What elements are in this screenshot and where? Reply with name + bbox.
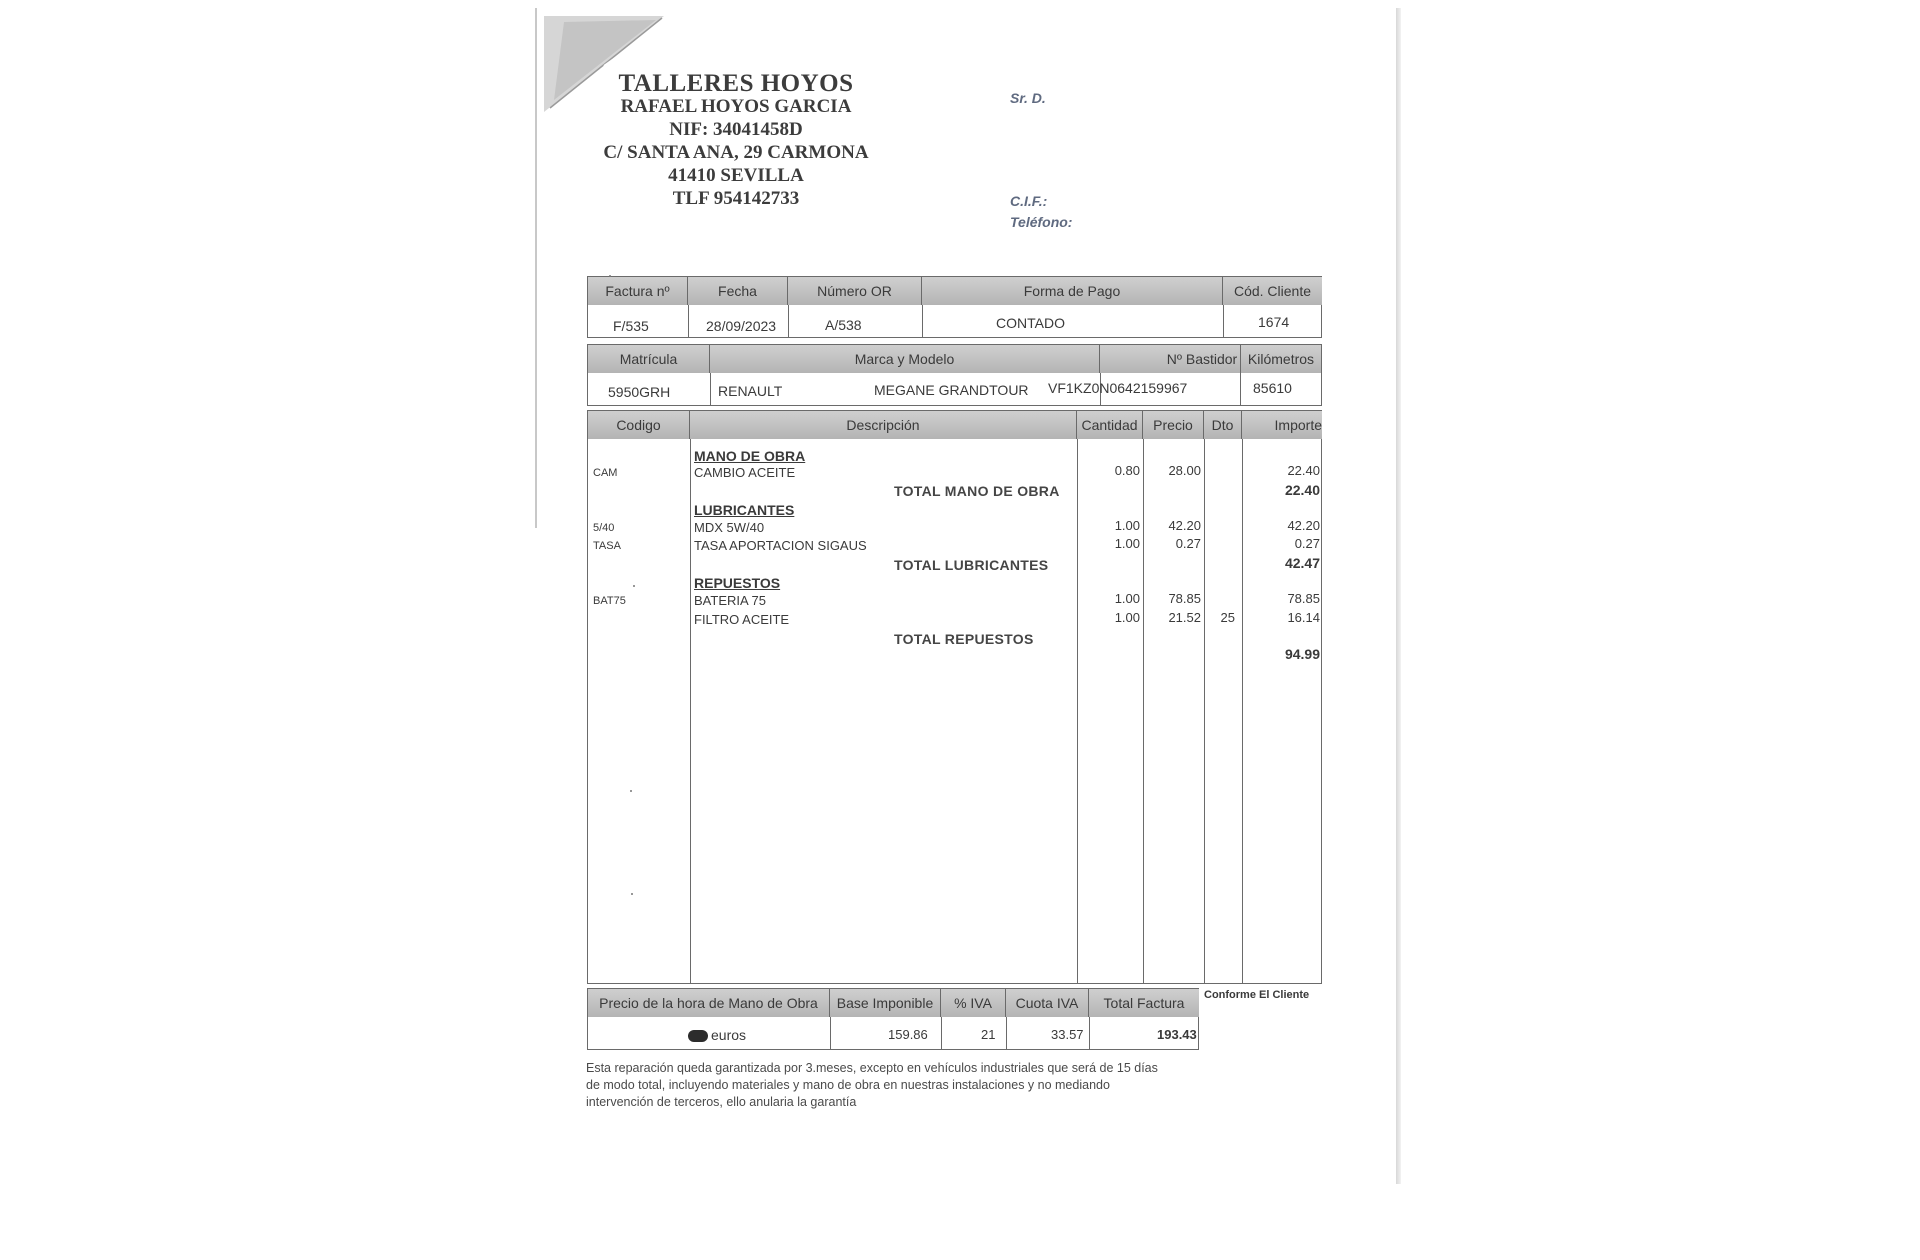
page-edge-left [535, 8, 537, 528]
invoice-totals-box [587, 988, 1199, 1050]
line-description: MDX 5W/40 [694, 520, 765, 535]
vat-amount-header: Cuota IVA [1006, 989, 1089, 1017]
scan-speck [630, 790, 632, 792]
redacted-rate-mark [688, 1030, 708, 1042]
plate-header: Matrícula [588, 345, 710, 373]
total-parts-value: 94.99 [1284, 646, 1320, 662]
line-quantity: 1.00 [1114, 591, 1140, 606]
warranty-line-1: Esta reparación queda garantizada por 3.meses, excepto en vehículos industriales que será de 15 días [586, 1061, 1158, 1075]
vat-rate-value: 21 [981, 1027, 996, 1042]
line-price: 21.52 [1168, 610, 1201, 625]
company-header [586, 72, 886, 210]
discount-column-header: Dto [1204, 411, 1242, 439]
invoice-total-value: 193.43 [1157, 1027, 1197, 1042]
company-phone: TLF 954142733 [672, 188, 800, 209]
payment-method: CONTADO [996, 315, 1065, 331]
invoice-date: 28/09/2023 [706, 318, 777, 334]
total-labor-label: TOTAL MANO DE OBRA [894, 483, 1060, 499]
line-description: BATERIA 75 [694, 593, 767, 608]
section-title-parts: REPUESTOS [694, 575, 781, 591]
customer-name-label: Sr. D. [1010, 90, 1046, 106]
description-column-header: Descripción [690, 411, 1077, 439]
payment-method-header: Forma de Pago [922, 277, 1223, 305]
scan-speck [609, 275, 611, 277]
company-name: TALLERES HOYOS [618, 70, 854, 97]
make-model-header: Marca y Modelo [710, 345, 1100, 373]
tax-base-value: 159.86 [888, 1027, 928, 1042]
vehicle-make: RENAULT [718, 383, 783, 399]
company-city: 41410 SEVILLA [668, 165, 804, 186]
line-code: CAM [593, 467, 618, 479]
page-edge-right [1396, 8, 1401, 1184]
amount-column-header: Importe [1242, 411, 1322, 439]
company-address: C/ SANTA ANA, 29 CARMONA [603, 142, 869, 163]
code-column-header: Codigo [588, 411, 690, 439]
invoice-info-box [587, 276, 1322, 338]
invoice-date-header: Fecha [688, 277, 788, 305]
order-number-header: Número OR [788, 277, 922, 305]
plate-number: 5950GRH [608, 384, 671, 400]
scan-speck [631, 893, 633, 895]
customer-approval-label: Conforme El Cliente [1204, 989, 1310, 1001]
company-nif: NIF: 34041458D [669, 119, 803, 140]
invoice-number: F/535 [613, 318, 649, 334]
vin-header: Nº Bastidor [1100, 345, 1305, 373]
labor-rate-unit: euros [711, 1027, 747, 1043]
km-value: 85610 [1253, 380, 1292, 396]
km-cell [1240, 344, 1322, 406]
total-lubricants-value: 42.47 [1284, 555, 1320, 571]
customer-cif-label: C.I.F.: [1010, 193, 1048, 209]
total-lubricants-label: TOTAL LUBRICANTES [894, 557, 1049, 573]
company-owner: RAFAEL HOYOS GARCIA [620, 96, 852, 117]
warranty-line-3: intervención de terceros, ello anularia la garantía [586, 1095, 857, 1109]
line-amount: 22.40 [1287, 463, 1320, 478]
line-discount: 25 [1220, 610, 1235, 625]
line-code: 5/40 [593, 522, 615, 534]
vehicle-info-box [587, 344, 1322, 406]
line-quantity: 1.00 [1114, 536, 1140, 551]
total-parts-label: TOTAL REPUESTOS [894, 631, 1034, 647]
total-labor-value: 22.40 [1284, 482, 1320, 498]
client-code: 1674 [1258, 314, 1290, 330]
tax-base-header: Base Imponible [830, 989, 941, 1017]
line-price: 0.27 [1175, 536, 1201, 551]
client-code-header: Cód. Cliente [1223, 277, 1322, 305]
vat-amount-value: 33.57 [1051, 1027, 1084, 1042]
scan-speck [633, 585, 635, 587]
customer-phone-label: Teléfono: [1010, 214, 1073, 230]
invoice-number-header: Factura nº [588, 277, 688, 305]
quantity-column-header: Cantidad [1077, 411, 1143, 439]
line-price: 42.20 [1168, 518, 1201, 533]
line-amount: 0.27 [1294, 536, 1320, 551]
vat-rate-header: % IVA [941, 989, 1006, 1017]
warranty-line-2: de modo total, incluyendo materiales y mano de obra en nuestras instalaciones y no mediando [586, 1078, 1110, 1092]
warranty-note [586, 1060, 1226, 1111]
line-code: BAT75 [593, 595, 626, 607]
line-price: 78.85 [1168, 591, 1201, 606]
line-description: TASA APORTACION SIGAUS [694, 538, 867, 553]
price-column-header: Precio [1143, 411, 1204, 439]
invoice-total-header: Total Factura [1089, 989, 1199, 1017]
line-description: CAMBIO ACEITE [694, 465, 796, 480]
line-code: TASA [593, 540, 621, 552]
km-header: Kilómetros [1241, 345, 1321, 373]
vehicle-model: MEGANE GRANDTOUR [874, 382, 1029, 398]
line-amount: 42.20 [1287, 518, 1320, 533]
line-description: FILTRO ACEITE [694, 612, 790, 627]
line-quantity: 1.00 [1114, 518, 1140, 533]
line-price: 28.00 [1168, 463, 1201, 478]
labor-rate-header: Precio de la hora de Mano de Obra [588, 989, 830, 1017]
line-quantity: 0.80 [1114, 463, 1140, 478]
section-title-lubricants: LUBRICANTES [694, 502, 795, 518]
order-number: A/538 [825, 317, 862, 333]
section-title-labor: MANO DE OBRA [694, 448, 806, 464]
line-amount: 78.85 [1287, 591, 1320, 606]
vin-value: VF1KZ0N0642159967 [1048, 380, 1188, 396]
line-quantity: 1.00 [1114, 610, 1140, 625]
line-amount: 16.14 [1287, 610, 1320, 625]
